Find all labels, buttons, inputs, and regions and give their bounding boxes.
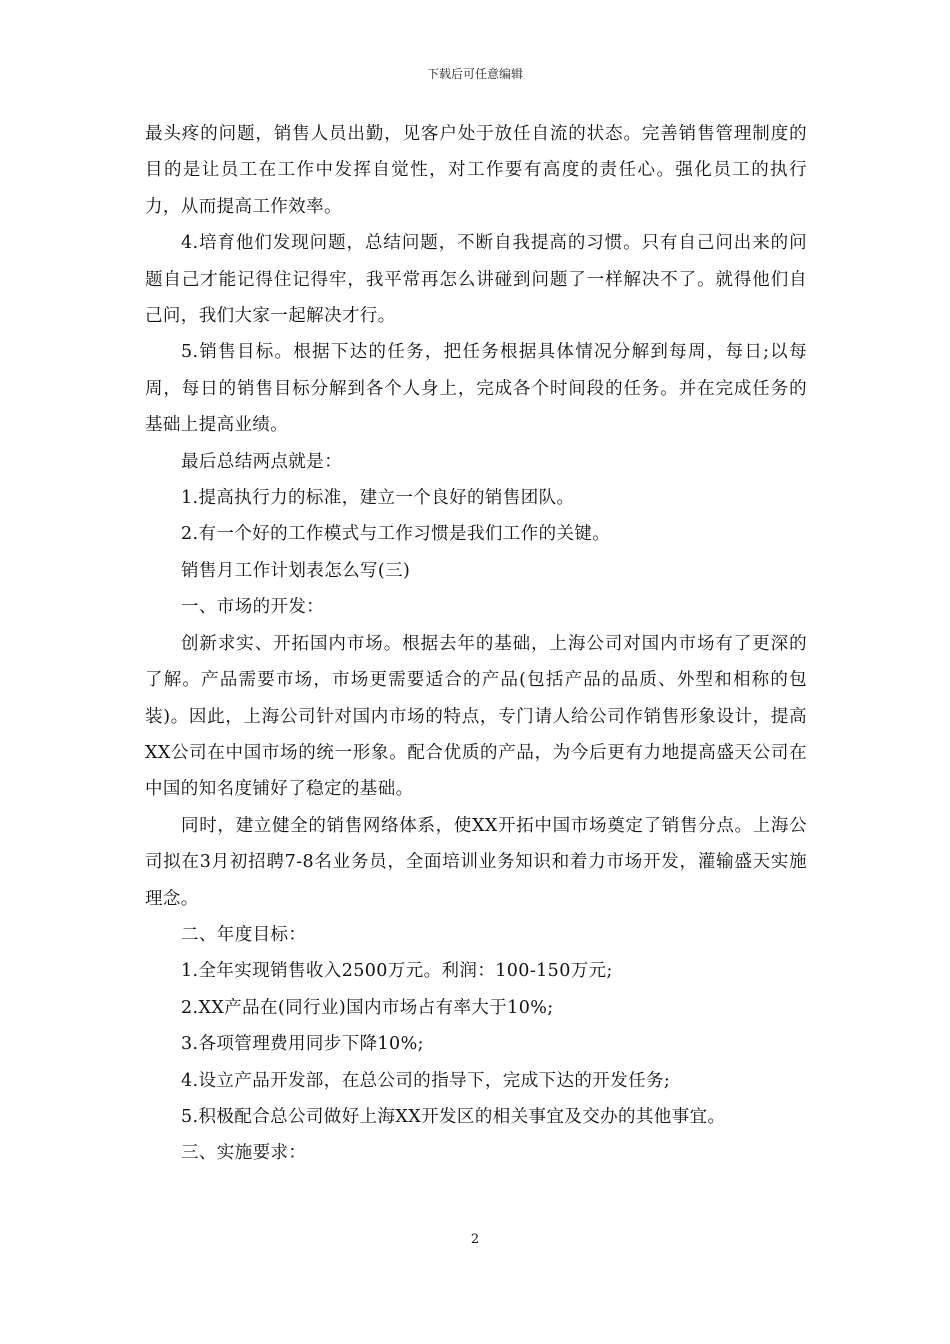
list-item: 5.积极配合总公司做好上海XX开发区的相关事宜及交办的其他事宜。 bbox=[181, 1106, 726, 1127]
list-item: 4.设立产品开发部，在总公司的指导下，完成下达的开发任务; bbox=[181, 1070, 671, 1091]
paragraph: 最头疼的问题，销售人员出勤，见客户处于放任自流的状态。完善销售管理制度的目的是让员工在工作中发挥自觉性，对工作要有高度的责任心。强化员工的执行力，从而提高工作效率。 bbox=[145, 124, 807, 217]
section-heading: 三、实施要求： bbox=[181, 1143, 307, 1164]
list-item: 2.XX产品在(同行业)国内市场占有率大于10%; bbox=[181, 997, 554, 1018]
section-heading: 销售月工作计划表怎么写(三) bbox=[181, 560, 411, 581]
list-item: 2.有一个好的工作模式与工作习惯是我们工作的关键。 bbox=[181, 524, 611, 545]
paragraph: 4.培育他们发现问题，总结问题，不断自我提高的习惯。只有自己问出来的问题自己才能记得住记得牢，我平常再怎么讲碰到问题了一样解决不了。就得他们自己问，我们大家一起解决才行。 bbox=[145, 233, 807, 327]
page-number: 2 bbox=[470, 1232, 480, 1247]
paragraph: 5.销售目标。根据下达的任务，把任务根据具体情况分解到每周，每日;以每周，每日的销售目标分解到各个人身上，完成各个时间段的任务。并在完成任务的基础上提高业绩。 bbox=[145, 342, 807, 436]
section-heading: 二、年度目标： bbox=[181, 924, 307, 945]
list-item: 1.全年实现销售收入2500万元。利润：100-150万元; bbox=[181, 961, 613, 982]
list-item: 3.各项管理费用同步下降10%; bbox=[181, 1034, 424, 1055]
paragraph: 创新求实、开拓国内市场。根据去年的基础，上海公司对国内市场有了更深的了解。产品需要市场，市场更需要适合的产品(包括产品的品质、外型和相称的包装)。因此，上海公司针对国内市场的特点，专门请人给公司作销售形象设计，提高XX公司在中国市场的统一形象。配合优质的产品，为今后更有力地提高盛天公司在中国的知名度铺好了稳定的基础。 bbox=[145, 633, 807, 800]
document-body bbox=[145, 116, 807, 1172]
page-header: 下载后可任意编辑 bbox=[426, 67, 523, 81]
list-item: 1.提高执行力的标准，建立一个良好的销售团队。 bbox=[181, 488, 575, 509]
paragraph: 同时，建立健全的销售网络体系，使XX开拓中国市场奠定了销售分点。上海公司拟在3月初招聘7-8名业务员，全面培训业务知识和着力市场开发，灌输盛天实施理念。 bbox=[145, 815, 807, 909]
paragraph: 最后总结两点就是： bbox=[181, 451, 343, 472]
section-heading: 一、市场的开发： bbox=[181, 597, 325, 618]
